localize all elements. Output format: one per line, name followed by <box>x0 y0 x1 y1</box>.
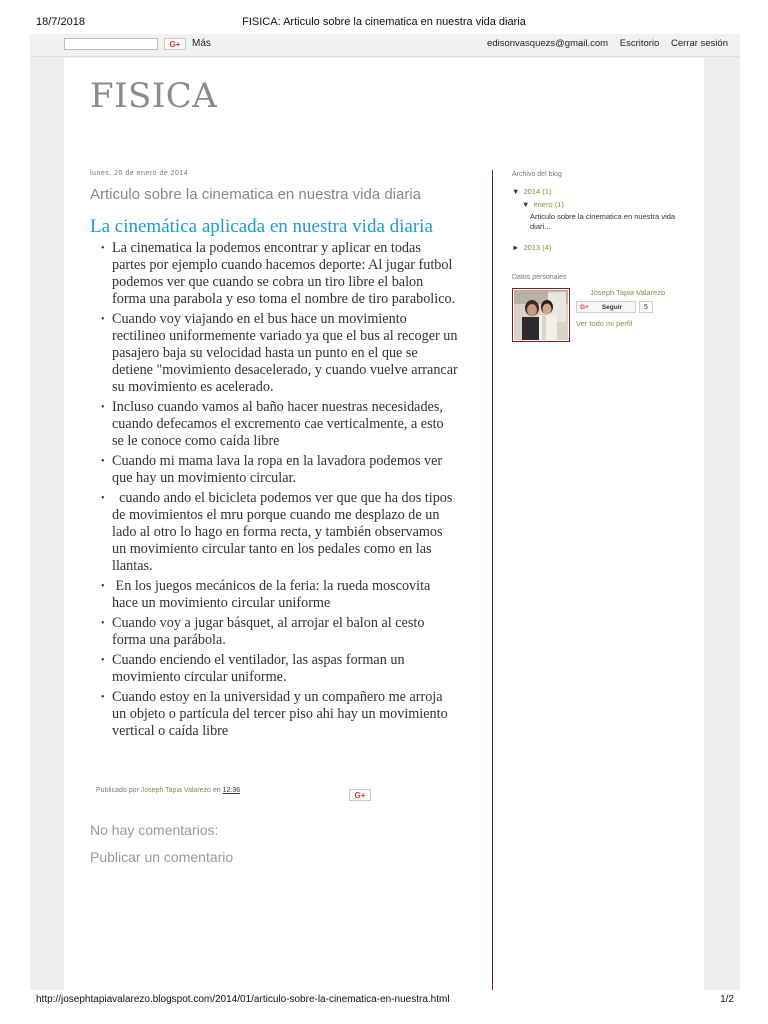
blog-content <box>64 58 704 990</box>
post-title: Articulo sobre la cinematica en nuestra vida diaria <box>90 186 422 203</box>
expand-triangle-icon[interactable]: ▼ <box>522 200 530 209</box>
bullet-icon: • <box>101 692 105 703</box>
account-links <box>478 38 728 49</box>
list-item: • Cuando estoy en la universidad y un compañero me arroja un objeto o partícula del tercer piso ahi hay un movimiento vertical o caída libre <box>101 689 448 739</box>
at-label: en <box>212 787 221 794</box>
profile-name-link[interactable]: Joseph Tapia Valarezo <box>590 288 666 297</box>
bullet-icon: • <box>101 581 105 592</box>
bullet-icon: • <box>101 493 105 504</box>
bullet-icon: • <box>101 655 105 666</box>
account-email[interactable]: edisonvasquezs@gmail.com <box>487 38 609 49</box>
list-item: • En los juegos mecánicos de la feria: la rueda moscovita hace un movimiento circular uniforme <box>101 578 434 611</box>
print-footer <box>0 994 768 1010</box>
bullet-icon: • <box>101 402 105 413</box>
bullet-icon: • <box>101 314 105 325</box>
blogger-navbar <box>30 34 740 57</box>
comments-heading: No hay comentarios: <box>90 822 219 838</box>
post-subtitle: La cinemática aplicada en nuestra vida diaria <box>90 216 433 237</box>
author-link[interactable]: Joseph Tapia Valarezo <box>140 787 211 794</box>
post-body <box>90 240 458 743</box>
print-date: 18/7/2018 <box>36 16 85 28</box>
profile-photo-image <box>514 290 568 340</box>
print-url: http://josephtapiavalarezo.blogspot.com/2014/01/articulo-sobre-la-cinematica-en-nuestra.html <box>36 994 450 1005</box>
post-list <box>90 240 458 740</box>
archive-month-enero[interactable]: ▼ enero (1) <box>522 200 564 209</box>
profile-photo[interactable] <box>512 288 570 342</box>
bullet-icon: • <box>101 243 105 254</box>
list-item: • La cinematica la podemos encontrar y aplicar en todas partes por ejemplo cuando hacemos deporte: Al jugar futbol podemos ver que cuando se cobra un tiro libre el balon forma una parabola y eso toma el nombre de tiro parabolico. <box>101 240 456 307</box>
list-item: • Cuando voy viajando en el bus hace un movimiento rectilineo uniformemente variado ya que el bus al recoger un pasajero baja su velocidad hasta un punto en el que se detiene "movimiento desacelerado, y cuando vuelve arrancar su movimiento es acelerado. <box>101 311 458 395</box>
search-input[interactable] <box>64 38 158 50</box>
sidebar-divider <box>492 170 493 990</box>
post-time-link[interactable]: 12:36 <box>222 787 241 794</box>
gplus-icon: G+ <box>580 304 589 311</box>
more-link[interactable]: Más <box>192 38 211 49</box>
post-gplus-button[interactable]: G+ <box>349 789 371 801</box>
blog-title[interactable]: FISICA <box>90 76 218 116</box>
list-item: • Cuando voy a jugar básquet, al arrojar el balon al cesto forma una parábola. <box>101 615 425 648</box>
archive-year-2014[interactable]: ▼ 2014 (1) <box>512 187 552 196</box>
follower-count: 5 <box>639 301 653 313</box>
post-date: lunes, 20 de enero de 2014 <box>90 170 189 177</box>
print-page-title: FISICA: Articulo sobre la cinematica en nuestra vida diaria <box>242 16 526 28</box>
expand-triangle-icon[interactable]: ▼ <box>512 187 520 196</box>
list-item: • Incluso cuando vamos al baño hacer nuestras necesidades, cuando defecamos el excremento cae verticalmente, a esto se le conoce como caída libre <box>101 399 444 449</box>
list-item: • Cuando mi mama lava la ropa en la lavadora podemos ver que hay un movimiento circular. <box>101 453 443 486</box>
published-by-label: Publicado por <box>96 787 139 794</box>
print-page-number: 1/2 <box>720 994 734 1005</box>
signout-link[interactable]: Cerrar sesión <box>670 38 728 49</box>
list-item: • cuando ando el bicicleta podemos ver que que ha dos tipos de movimientos el mru porque cuando me desplazo de un lado al otro lo hago en forma recta, y también observamos un movimiento circular tanto en los pedales como en las llantas. <box>101 490 456 574</box>
bullet-icon: • <box>101 456 105 467</box>
profile-title: Datos personales <box>512 274 567 281</box>
archive-title: Archivo del blog <box>512 171 562 178</box>
desktop-link[interactable]: Escritorio <box>619 38 660 49</box>
follow-button[interactable]: G+ Seguir <box>576 301 636 313</box>
print-header <box>0 16 768 32</box>
post-footer <box>96 787 240 794</box>
list-item: • Cuando enciendo el ventilador, las aspas forman un movimiento circular uniforme. <box>101 652 405 685</box>
gplus-share-button[interactable]: G+ <box>164 38 186 50</box>
collapsed-triangle-icon[interactable]: ► <box>512 243 520 252</box>
bullet-icon: • <box>101 618 105 629</box>
view-profile-link[interactable]: Ver todo mi perfil <box>576 319 633 328</box>
archive-year-2013[interactable]: ► 2013 (4) <box>512 243 552 252</box>
post-comment-link[interactable]: Publicar un comentario <box>90 849 234 865</box>
archive-post-link[interactable]: Articulo sobre la cinematica en nuestra vida diari... <box>530 212 676 231</box>
